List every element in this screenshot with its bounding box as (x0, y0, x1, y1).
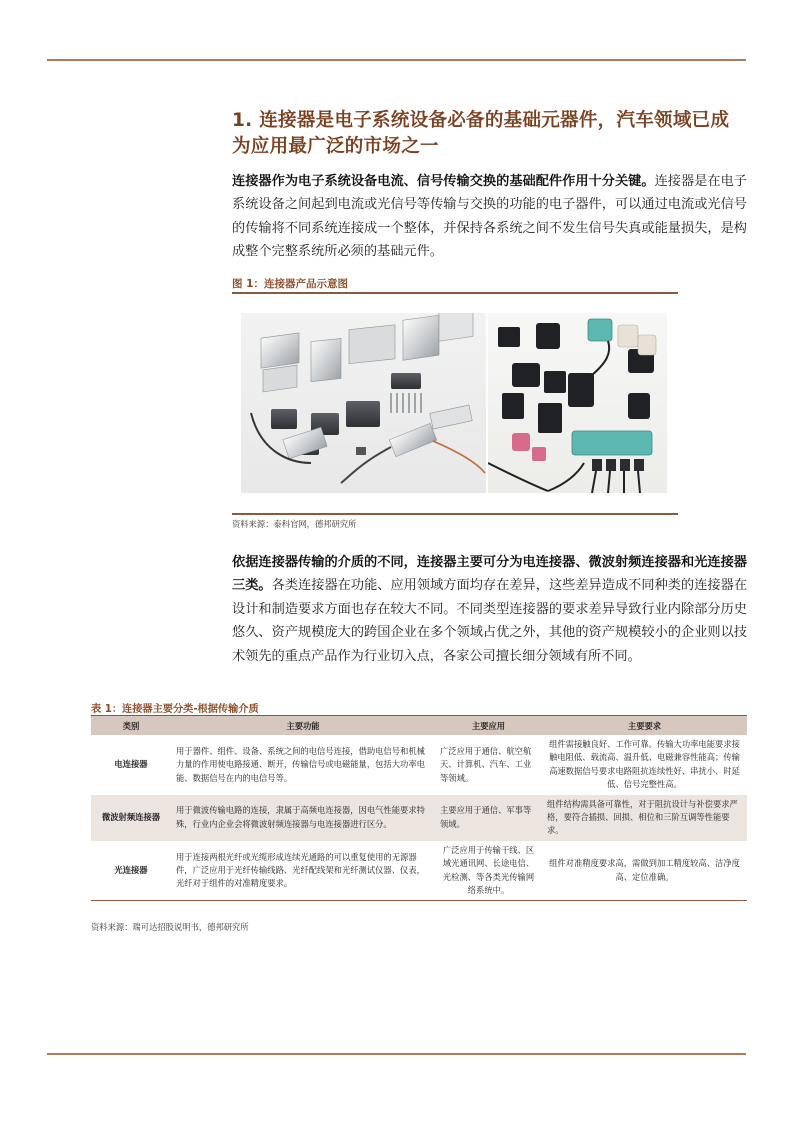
row-requirement: 组件对准精度要求高，需做到加工精度较高、洁净度高、定位准确。 (542, 841, 747, 901)
header-category: 类别 (91, 716, 171, 736)
table-row (91, 795, 747, 841)
row-category: 微波射频连接器 (91, 795, 171, 841)
row-function: 用于微波传输电路的连接，隶属于高频电连接器，因电气性能要求特殊，行业内企业会将微波射频连接器与电连接器进行区分。 (171, 795, 435, 841)
header-requirement: 主要要求 (542, 716, 747, 736)
figure-source: 资料来源：泰科官网，德邦研究所 (232, 519, 357, 529)
row-application: 主要应用于通信、军事等领域。 (435, 795, 542, 841)
paragraph-intro (232, 170, 747, 264)
row-application: 广泛应用于通信、航空航天、计算机、汽车、工业等领域。 (440, 745, 532, 783)
row-function: 用于连接两根光纤或光缆形成连续光通路的可以重复使用的无源器件，广泛应用于光纤传输线路、光纤配线架和光纤测试仪器、仪表，光纤对于组件的对准精度要求。 (171, 841, 435, 901)
row-function: 用于器件、组件、设备、系统之间的电信号连接，借助电信号和机械力量的作用使电路接通、断开，传输信号或电磁能量，包括大功率电能、数据信号在内的电信号等。 (176, 745, 425, 783)
table-row (91, 735, 747, 795)
table-row (91, 841, 747, 901)
footer-rule (47, 1053, 746, 1055)
header-function: 主要功能 (171, 716, 435, 736)
row-category: 电连接器 (91, 735, 171, 795)
row-application: 广泛应用于传输干线、区域光通讯网、长途电信、光检测、等各类光传输网络系统中。 (435, 841, 542, 901)
connector-photo-right (488, 313, 667, 493)
row-category: 光连接器 (91, 841, 171, 901)
connector-classification-table (91, 715, 747, 901)
section-heading: 1. 连接器是电子系统设备必备的基础元器件，汽车领域已成为应用最广泛的市场之一 (232, 110, 730, 157)
paragraph-classification-lead: 依据连接器传输的介质的不同，连接器主要可分为电连接器、微波射频连接器和光连接器三类。 (232, 555, 747, 594)
paragraph-intro-lead: 连接器作为电子系统设备电流、信号传输交换的基础配件作用十分关键。 (232, 174, 655, 189)
header-application: 主要应用 (435, 716, 542, 736)
figure-bottom-rule (232, 513, 678, 515)
row-requirement: 组件结构需具备可靠性，对于阻抗设计与补偿要求严格，要符合插损、回损、相位和三阶互调等性能要求。 (542, 795, 747, 841)
table-title: 表 1：连接器主要分类-根据传输介质 (91, 704, 259, 715)
figure-top-rule (232, 292, 678, 294)
row-requirement: 组件需接触良好、工作可靠。传输大功率电能要求接触电阻低、载流高、温升低、电磁兼容性能高；传输高速数据信号要求电路阻抗连续性好、串扰小、时延低、信号完整性高。 (549, 739, 740, 790)
table-source: 资料来源：瑞可达招股说明书，德邦研究所 (91, 922, 249, 932)
paragraph-classification-body: 各类连接器在功能、应用领域方面均存在差异，这些差异造成不同种类的连接器在设计和制造要求方面也存在较大不同。不同类型连接器的要求差异导致行业内除部分历史悠久、资产规模庞大的跨国企业在多个领域占优之外，其他的资产规模较小的企业则以技术领先的重点产品作为行业切入点，各家公司擅长细分领域有所不同。 (232, 578, 748, 664)
table-header-row (91, 716, 747, 736)
paragraph-intro-body: 连接器是在电子系统设备之间起到电流或光信号等传输与交换的功能的电子器件，可以通过电流或光信号的传输将不同系统连接成一个整体，并保持各系统之间不发生信号失真或能量损失，是构成整个完整系统所必须的基础元件。 (232, 174, 747, 260)
paragraph-classification (232, 551, 747, 668)
header-rule (47, 59, 746, 61)
connector-photo-left (241, 313, 486, 493)
figure-title: 图 1：连接器产品示意图 (232, 278, 348, 290)
